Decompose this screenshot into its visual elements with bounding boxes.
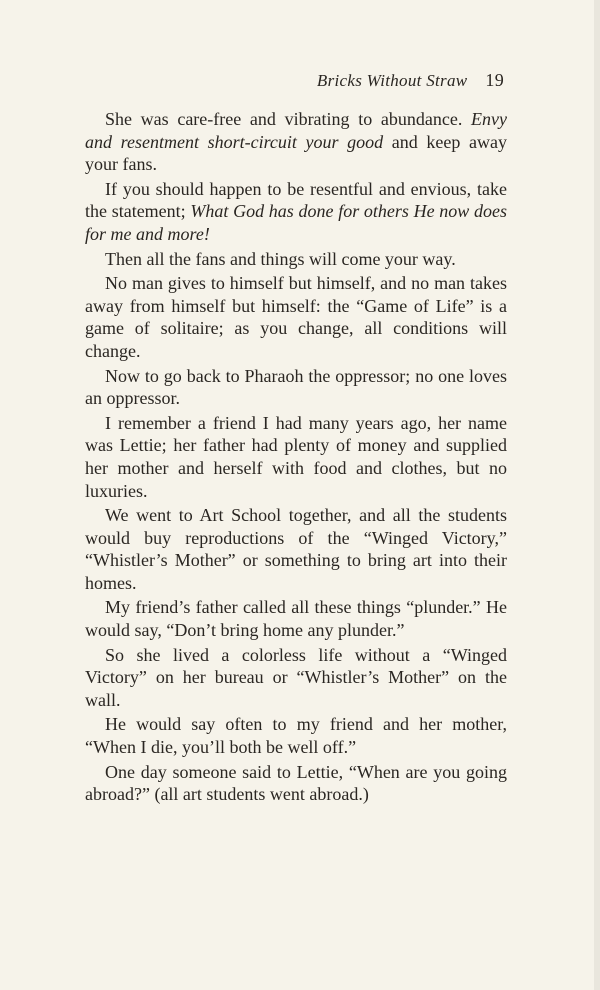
paragraph xyxy=(85,644,507,712)
paragraph xyxy=(85,596,507,641)
text-run: Then all the fans and things will come your way. xyxy=(105,248,456,269)
text-run: So she lived a colorless life without a “Winged Victory” on her bureau or “Whistler’s Mother” on the wall. xyxy=(85,644,507,710)
paragraph xyxy=(85,248,507,271)
text-run: He would say often to my friend and her mother, “When I die, you’ll both be well off.” xyxy=(85,714,507,758)
paragraph xyxy=(85,412,507,502)
page-number: 19 xyxy=(485,70,504,90)
text-run: No man gives to himself but himself, and no man takes away from himself but himself: the “Game of Life” is a game of solitaire; as you change, all conditions will change. xyxy=(85,273,507,361)
page-edge xyxy=(594,0,600,990)
italic-run: What God has done for others He now does for me and more! xyxy=(85,201,508,244)
text-run: She was care-free and vibrating to abundance. xyxy=(105,109,472,129)
text-run: I remember a friend I had many years ago, her name was Lettie; her father had plenty of money and supplied her mother and herself with food and clothes, but no luxuries. xyxy=(85,412,507,501)
running-title: Bricks Without Straw xyxy=(316,71,468,90)
italic-run: Envy and resentment short-circuit your good xyxy=(85,109,507,152)
paragraph xyxy=(85,178,507,246)
running-header xyxy=(317,70,504,91)
paragraph xyxy=(85,713,507,758)
paragraph xyxy=(85,504,507,594)
paragraph xyxy=(85,272,507,362)
text-run: Now to go back to Pharaoh the oppressor; no one loves an oppressor. xyxy=(85,365,507,409)
text-run: and keep away your fans. xyxy=(85,131,507,175)
paragraph xyxy=(85,365,507,410)
text-run: My friend’s father called all these things “plunder.” He would say, “Don’t bring home any plunder.” xyxy=(85,597,507,641)
paragraph xyxy=(85,761,507,806)
text-run: If you should happen to be resentful and envious, take the statement; xyxy=(85,178,507,222)
paragraph xyxy=(85,108,507,176)
text-run: One day someone said to Lettie, “When are you going abroad?” (all art students went abroad.) xyxy=(85,761,507,805)
text-run: We went to Art School together, and all the students would buy reproductions of the “Winged Victory,” “Whistler’s Mother” or something to bring art into their homes. xyxy=(85,505,507,593)
body-text xyxy=(85,108,507,808)
